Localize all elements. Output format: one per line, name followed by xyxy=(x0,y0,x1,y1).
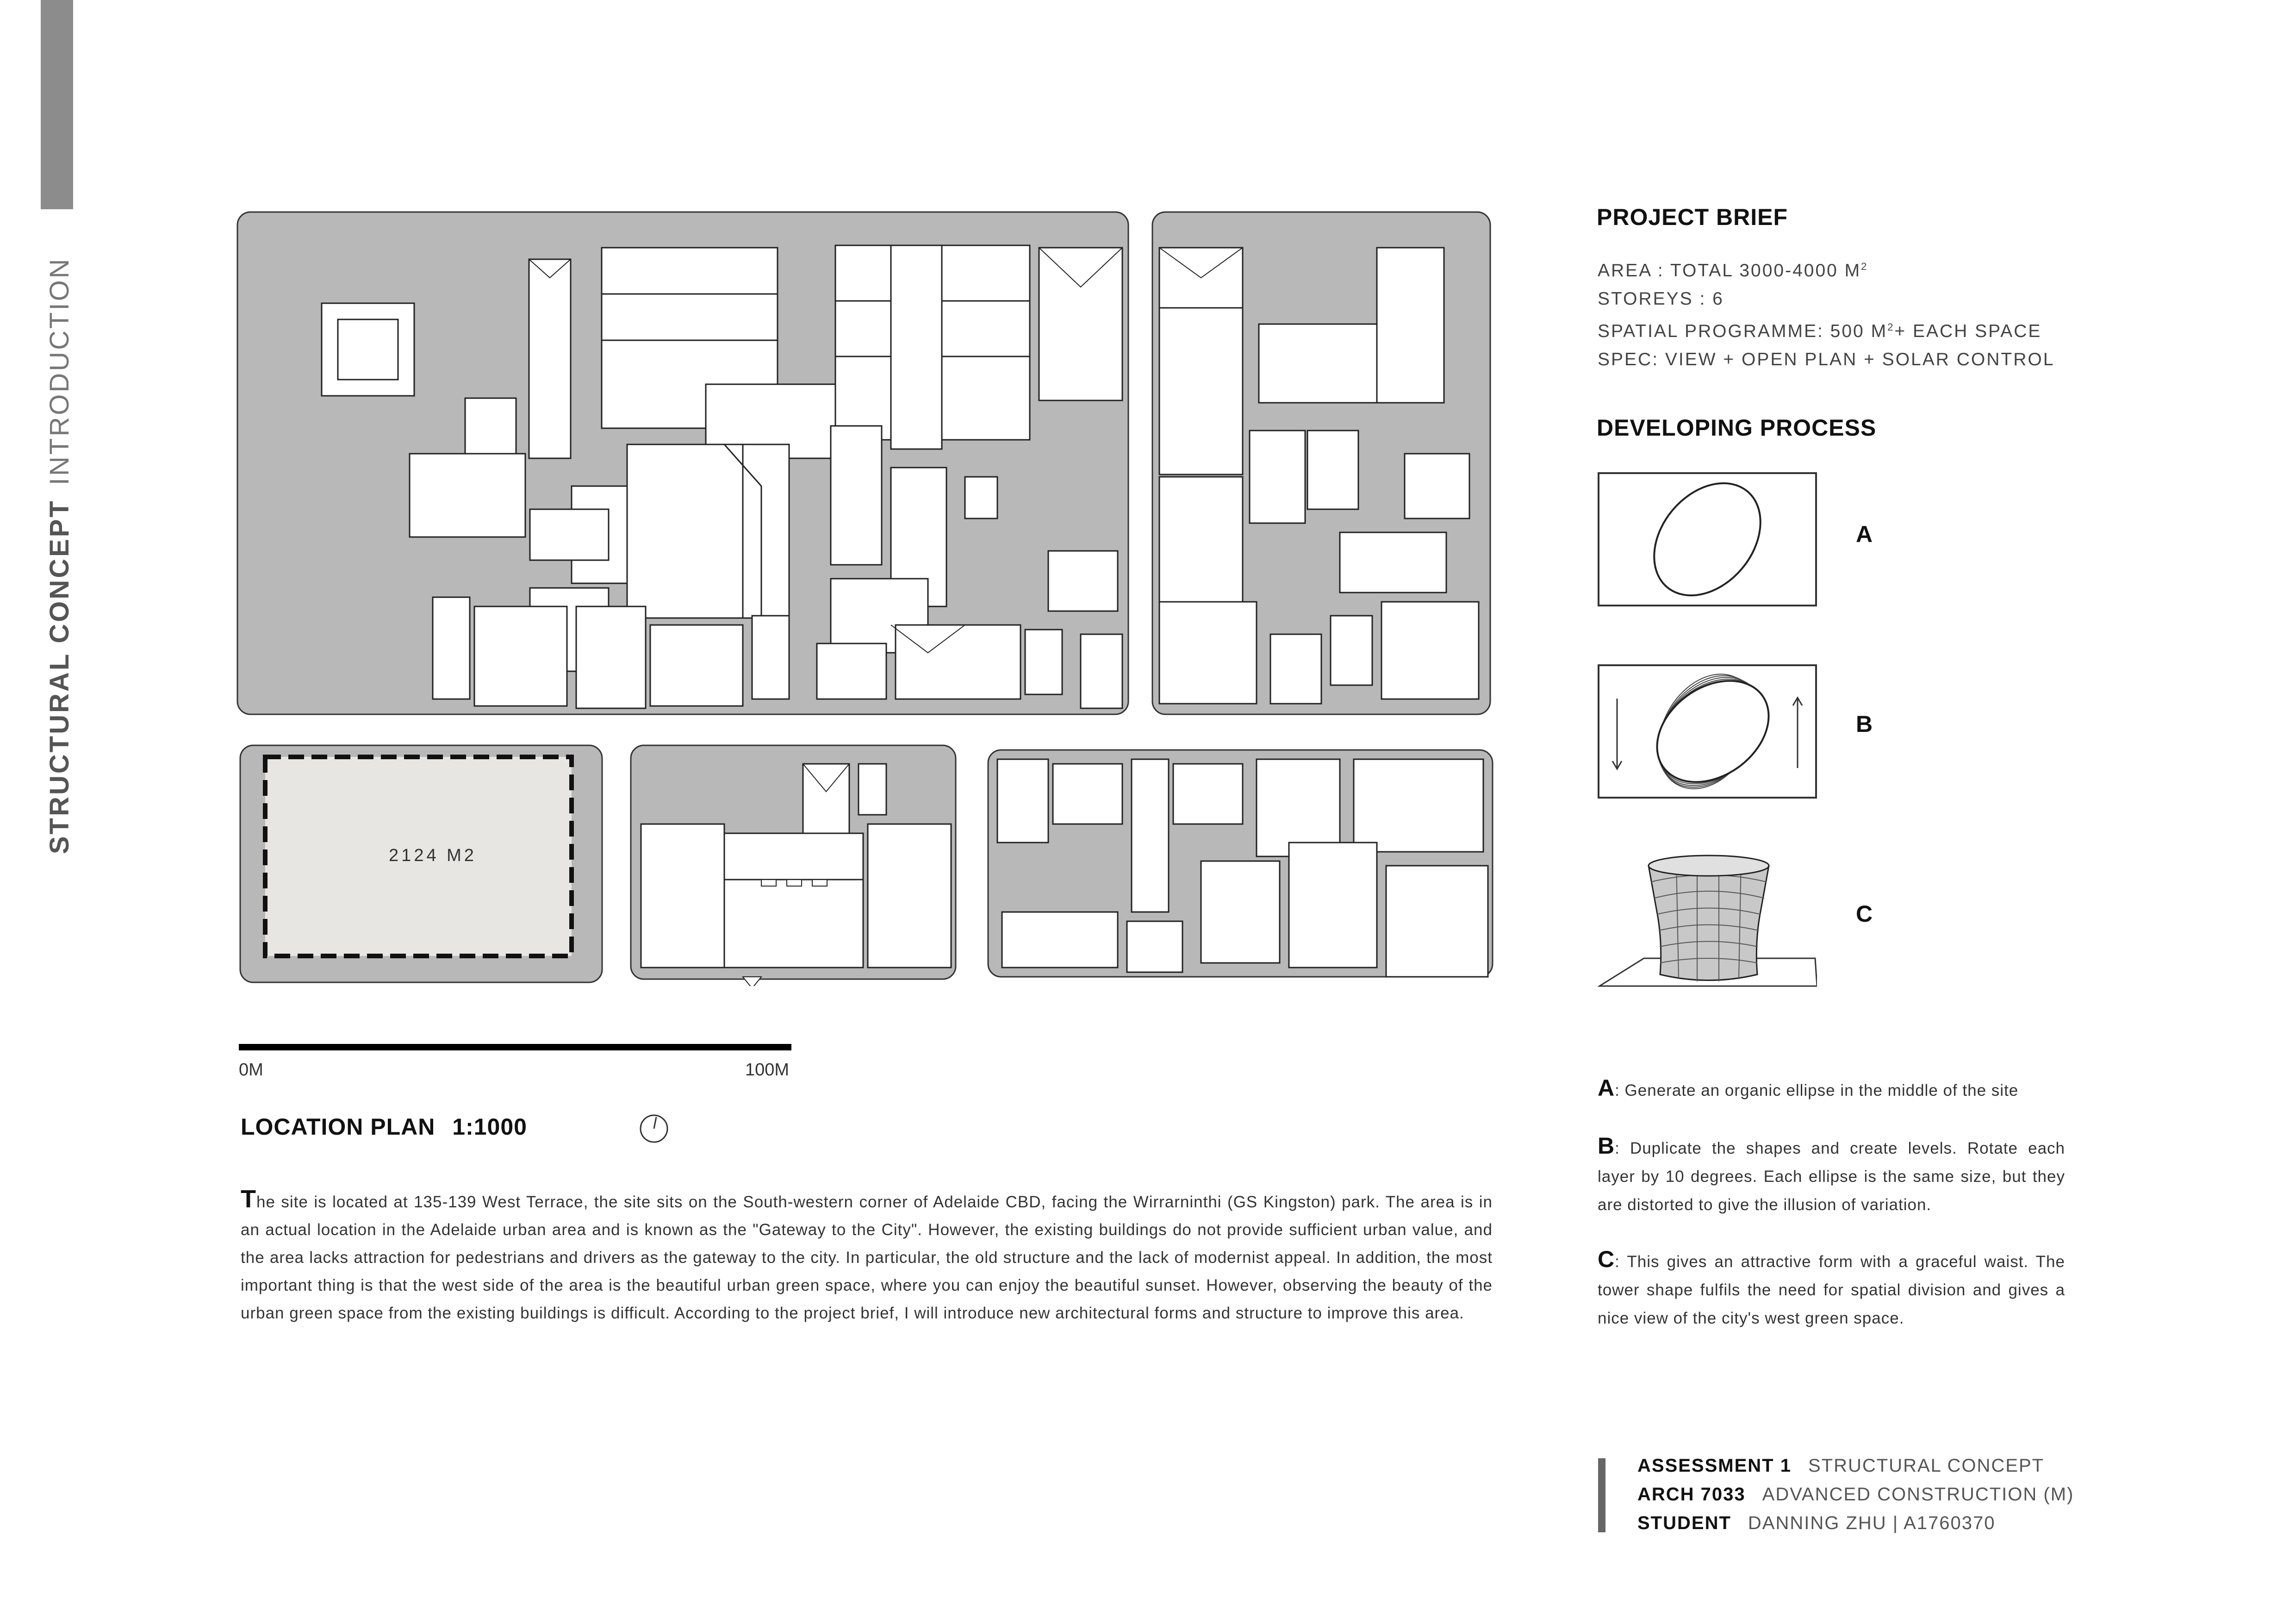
project-brief-list xyxy=(1598,252,2054,374)
developing-process-title: DEVELOPING PROCESS xyxy=(1597,415,1877,441)
ellipse-icon xyxy=(1599,474,1815,605)
brief-programme: SPATIAL PROGRAMME: 500 $M^2+$ EACH SPACE xyxy=(1598,321,2042,341)
north-arrow-icon xyxy=(639,1113,669,1144)
location-plan-scale: 1:1000 xyxy=(452,1114,527,1140)
process-c-description: C: This gives an attractive form with a graceful waist. The tower shape fulfils the need for spatial division and gives a nice view of the city's west green space. xyxy=(1598,1246,2065,1327)
brief-area: AREA : TOTAL 3000-4000 $M^2$ xyxy=(1598,261,1868,281)
location-dropcap: T xyxy=(241,1185,256,1213)
side-title-bold: STRUCTURAL CONCEPT xyxy=(44,499,75,854)
building xyxy=(322,303,414,396)
scale-end-label: 100M xyxy=(745,1060,790,1080)
side-title xyxy=(44,257,75,854)
process-a-label: A xyxy=(1856,521,1873,547)
location-description xyxy=(241,1185,1493,1327)
process-a-box xyxy=(1598,472,1817,606)
brief-storeys: STOREYS : 6 xyxy=(1598,289,1724,309)
project-brief-title: PROJECT BRIEF xyxy=(1597,204,1788,230)
side-accent-bar xyxy=(41,0,73,209)
brief-spec: SPEC: VIEW + OPEN PLAN + SOLAR CONTROL xyxy=(1598,350,2055,369)
process-c-label: C xyxy=(1856,901,1873,927)
side-title-light: INTRODUCTION xyxy=(44,257,75,486)
footer-assessment: ASSESSMENT 1 STRUCTURAL CONCEPT xyxy=(1637,1455,2045,1476)
site-area-label: 2124 M2 xyxy=(389,846,477,865)
footer-info xyxy=(1637,1451,2074,1537)
scale-start-label: 0M xyxy=(239,1060,263,1080)
process-a-description: A: Generate an organic ellipse in the middle of the site xyxy=(1598,1075,2019,1101)
footer-student: STUDENT DANNING ZHU | A1760370 xyxy=(1637,1513,1996,1533)
footer-course: ARCH 7033 ADVANCED CONSTRUCTION (M) xyxy=(1637,1484,2074,1505)
footer-accent-bar xyxy=(1598,1458,1605,1532)
scale-bar xyxy=(239,1044,791,1050)
process-b-box xyxy=(1598,664,1817,799)
rotated-layers-icon xyxy=(1599,666,1815,797)
site-map xyxy=(234,208,1502,986)
location-plan-title xyxy=(241,1113,527,1140)
process-b-description: B: Duplicate the shapes and create levels. Rotate each layer by 10 degrees. Each ellipse is the same size, but they are distorted to give the illusion of variation. xyxy=(1598,1133,2065,1214)
location-plan-title-text: LOCATION PLAN xyxy=(241,1114,436,1140)
location-body: he site is located at 135-139 West Terrace, the site sits on the South-western corner of Adelaide CBD, facing the Wirrarninthi (GS Kingston) park. The area is in an actual location in the Adelaide urban area and is known as the "Gateway to the City". However, the existing buildings do not provide sufficient urban value, and the area lacks attraction for pedestrians and drivers as the gateway to the city. In particular, the old structure and the lack of modernist appeal. In addition, the most important thing is that the west side of the area is the beautiful urban green space, where you can enjoy the beautiful sunset. However, observing the beauty of the urban green space from the existing buildings is difficult. According to the project brief, I will introduce new architectural forms and structure to improve this area. xyxy=(241,1193,1493,1322)
tower-icon xyxy=(1598,847,1817,991)
process-b-label: B xyxy=(1856,711,1873,737)
